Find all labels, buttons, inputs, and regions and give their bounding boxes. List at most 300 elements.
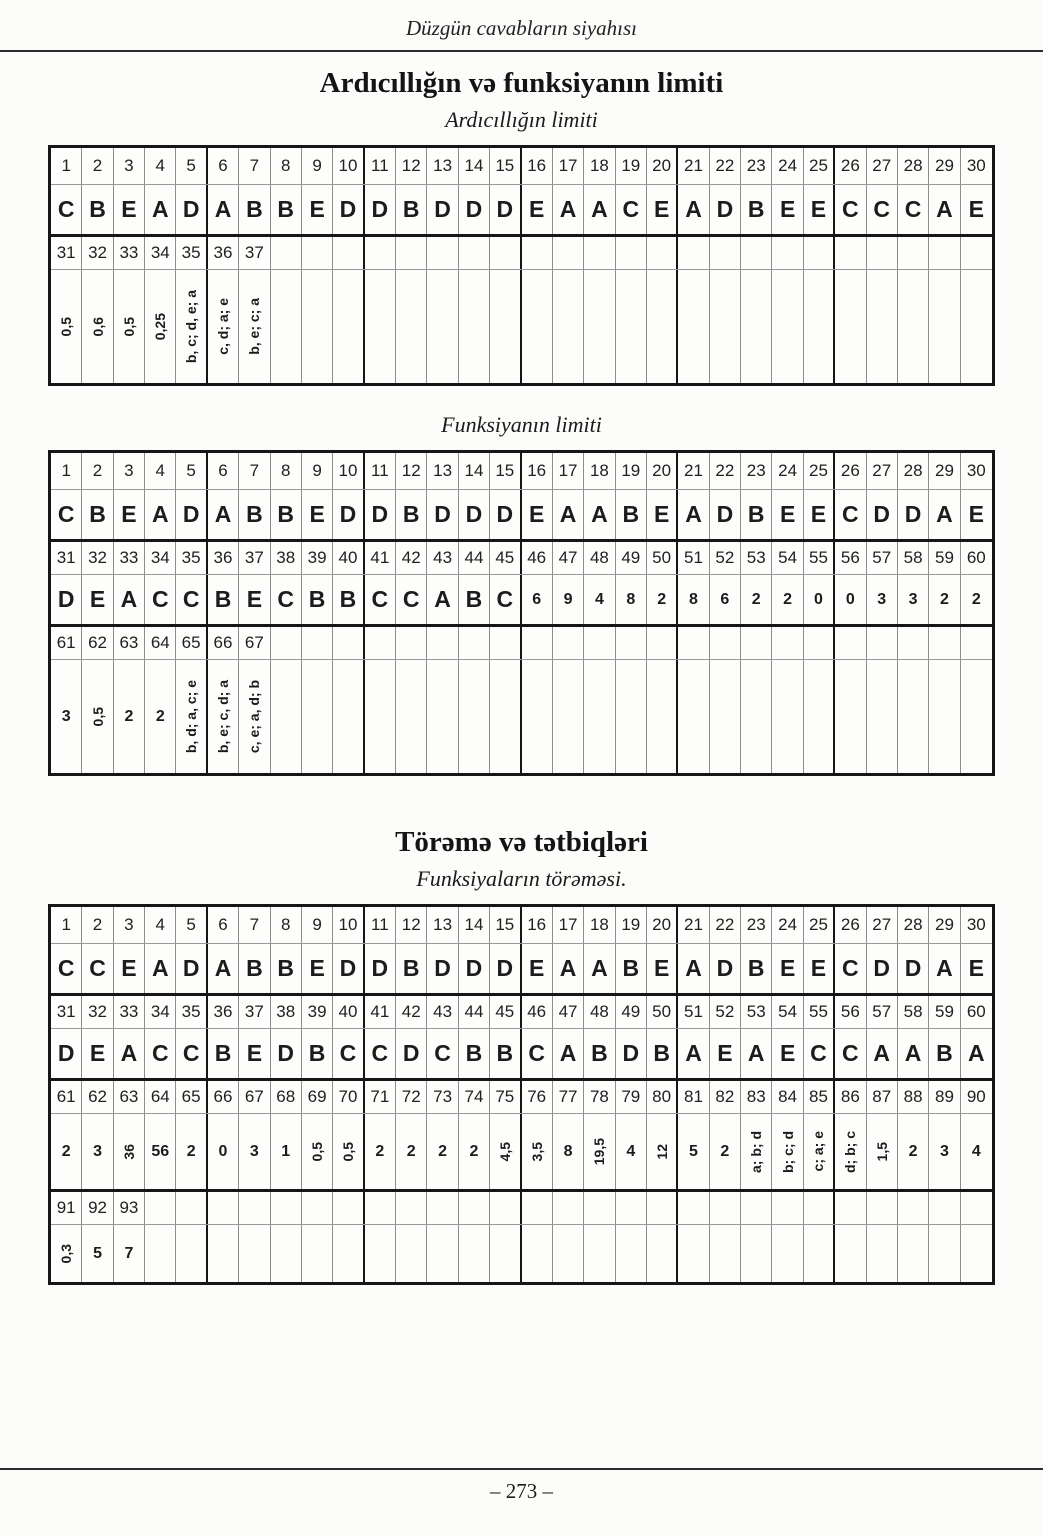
answer-text: 6 bbox=[532, 590, 542, 608]
answer-cell bbox=[867, 1029, 898, 1078]
answer-cell bbox=[302, 575, 333, 624]
answers-table bbox=[48, 145, 995, 386]
answer-text: E bbox=[309, 501, 325, 527]
answer-cell bbox=[961, 575, 992, 624]
table-band bbox=[51, 148, 992, 234]
answer-text: C bbox=[57, 196, 75, 222]
answer-cell bbox=[490, 490, 521, 539]
question-number-cell: 38 bbox=[271, 996, 302, 1028]
answer-cell bbox=[584, 944, 615, 993]
rotated-answer-text: 0,5 bbox=[89, 706, 106, 727]
page-number: – 273 – bbox=[490, 1479, 553, 1503]
question-number-cell: 46 bbox=[522, 542, 553, 574]
answer-cell bbox=[365, 270, 396, 383]
question-number-cell bbox=[710, 1192, 741, 1224]
question-number-cell: 36 bbox=[208, 996, 239, 1028]
answer-cell bbox=[333, 660, 364, 773]
answer-cell bbox=[427, 575, 458, 624]
answer-text: 3 bbox=[61, 707, 71, 725]
question-number-cell: 24 bbox=[772, 453, 803, 489]
answer-cell bbox=[459, 490, 490, 539]
answer-text: 2 bbox=[186, 1142, 196, 1160]
question-number-cell bbox=[961, 1192, 992, 1224]
answer-text: E bbox=[89, 586, 106, 612]
answer-cell bbox=[867, 944, 898, 993]
rotated-answer-text: 0,5 bbox=[58, 316, 75, 337]
rotated-answer-text: 0,5 bbox=[339, 1141, 356, 1162]
question-number-cell bbox=[804, 627, 835, 659]
question-number-cell bbox=[553, 627, 584, 659]
answer-cell bbox=[647, 1225, 678, 1282]
answer-cell bbox=[302, 185, 333, 234]
question-number-cell: 33 bbox=[114, 996, 145, 1028]
answer-cell bbox=[929, 1225, 960, 1282]
answer-cell bbox=[490, 575, 521, 624]
answer-text: D bbox=[339, 955, 357, 981]
answer-text: C bbox=[496, 586, 514, 612]
answer-row bbox=[51, 1114, 992, 1189]
question-number-cell: 29 bbox=[929, 148, 960, 184]
question-number-cell: 86 bbox=[835, 1081, 866, 1113]
answer-cell bbox=[553, 1029, 584, 1078]
answer-cell bbox=[145, 944, 176, 993]
answer-cell bbox=[584, 490, 615, 539]
answer-cell bbox=[271, 270, 302, 383]
answer-text: C bbox=[528, 1040, 545, 1066]
answer-cell bbox=[114, 944, 145, 993]
answer-text: D bbox=[57, 1040, 75, 1066]
question-number-cell: 59 bbox=[929, 542, 960, 574]
answer-text: B bbox=[653, 1040, 670, 1066]
answer-cell bbox=[145, 1225, 176, 1282]
answer-cell bbox=[898, 1029, 929, 1078]
answer-text: E bbox=[309, 955, 325, 981]
question-number-cell: 88 bbox=[898, 1081, 929, 1113]
answer-text: E bbox=[810, 501, 827, 527]
answer-text: 2 bbox=[155, 707, 165, 725]
answer-text: A bbox=[591, 501, 608, 527]
question-number-cell: 69 bbox=[302, 1081, 333, 1113]
answer-text: 8 bbox=[563, 1142, 573, 1160]
question-number-cell: 61 bbox=[51, 627, 82, 659]
answer-text: C bbox=[339, 1040, 357, 1066]
answer-text: B bbox=[308, 1040, 326, 1066]
question-number-cell bbox=[804, 237, 835, 269]
answer-text: 2 bbox=[971, 590, 981, 608]
answer-text: E bbox=[653, 501, 670, 527]
answer-cell bbox=[396, 1225, 427, 1282]
answer-cell bbox=[459, 1029, 490, 1078]
answer-cell bbox=[239, 575, 270, 624]
question-number-cell: 6 bbox=[208, 907, 239, 943]
question-number-cell: 17 bbox=[553, 148, 584, 184]
question-number-cell: 9 bbox=[302, 148, 333, 184]
answer-text: 2 bbox=[124, 707, 134, 725]
question-number-cell: 25 bbox=[804, 453, 835, 489]
answer-text: E bbox=[653, 955, 670, 981]
answer-cell bbox=[176, 490, 207, 539]
answer-cell bbox=[584, 270, 615, 383]
answer-cell bbox=[835, 185, 866, 234]
answer-text: D bbox=[716, 196, 734, 222]
answer-cell bbox=[271, 944, 302, 993]
answer-cell bbox=[145, 575, 176, 624]
table-band bbox=[51, 1078, 992, 1189]
table-band bbox=[51, 1189, 992, 1282]
answer-cell bbox=[302, 270, 333, 383]
answer-text: C bbox=[182, 586, 200, 612]
answer-cell bbox=[176, 1225, 207, 1282]
question-number-cell: 65 bbox=[176, 627, 207, 659]
question-number-cell: 66 bbox=[208, 1081, 239, 1113]
answer-text: 3 bbox=[249, 1142, 259, 1160]
answer-cell bbox=[396, 185, 427, 234]
answer-cell bbox=[867, 490, 898, 539]
answer-cell bbox=[616, 575, 647, 624]
answer-text: E bbox=[779, 196, 796, 222]
answer-text: A bbox=[936, 955, 953, 981]
question-number-cell: 29 bbox=[929, 907, 960, 943]
question-number-cell: 39 bbox=[302, 996, 333, 1028]
answer-text: 6 bbox=[720, 590, 730, 608]
question-number-cell bbox=[898, 237, 929, 269]
answer-text: E bbox=[968, 955, 984, 981]
answer-cell bbox=[114, 185, 145, 234]
question-number-cell: 26 bbox=[835, 453, 866, 489]
question-number-row bbox=[51, 996, 992, 1029]
answer-cell bbox=[459, 575, 490, 624]
answer-cell bbox=[961, 490, 992, 539]
answer-cell bbox=[82, 1225, 113, 1282]
question-number-cell: 74 bbox=[459, 1081, 490, 1113]
question-number-cell: 36 bbox=[208, 542, 239, 574]
answer-text: C bbox=[371, 586, 389, 612]
answer-text: D bbox=[402, 1040, 420, 1066]
answer-text: 4 bbox=[971, 1142, 981, 1160]
question-number-cell bbox=[176, 1192, 207, 1224]
question-number-cell: 23 bbox=[741, 907, 772, 943]
question-number-cell: 19 bbox=[616, 907, 647, 943]
question-number-cell: 30 bbox=[966, 915, 986, 934]
answer-text: E bbox=[121, 955, 137, 981]
answer-cell bbox=[427, 185, 458, 234]
answer-text: D bbox=[873, 955, 891, 981]
answer-cell bbox=[647, 1114, 678, 1189]
answer-cell bbox=[835, 575, 866, 624]
answer-text: B bbox=[89, 196, 106, 222]
question-number-cell: 27 bbox=[867, 907, 898, 943]
answer-cell bbox=[427, 1114, 458, 1189]
question-number-cell bbox=[333, 237, 364, 269]
answer-cell bbox=[678, 1029, 709, 1078]
question-number-cell: 66 bbox=[208, 627, 239, 659]
answer-cell bbox=[239, 490, 270, 539]
answer-cell bbox=[176, 185, 207, 234]
question-number-cell: 15 bbox=[490, 148, 521, 184]
answer-cell bbox=[772, 1225, 803, 1282]
question-number-cell: 67 bbox=[239, 1081, 270, 1113]
question-number-cell: 20 bbox=[647, 148, 678, 184]
answer-cell bbox=[82, 944, 113, 993]
answer-cell bbox=[961, 1029, 992, 1078]
question-number-cell: 9 bbox=[302, 907, 333, 943]
answer-cell bbox=[741, 1029, 772, 1078]
question-number-cell: 82 bbox=[710, 1081, 741, 1113]
answer-text: 8 bbox=[626, 590, 636, 608]
answer-cell bbox=[208, 944, 239, 993]
question-number-cell bbox=[365, 1192, 396, 1224]
answer-cell bbox=[961, 1225, 992, 1282]
answer-text: 0 bbox=[845, 590, 855, 608]
answer-cell bbox=[835, 944, 866, 993]
question-number-cell: 49 bbox=[616, 996, 647, 1028]
answer-cell bbox=[82, 1029, 113, 1078]
answer-cell bbox=[333, 1225, 364, 1282]
answer-text: 2 bbox=[406, 1142, 416, 1160]
question-number-cell bbox=[271, 1192, 302, 1224]
answer-row bbox=[51, 1225, 992, 1282]
answer-text: A bbox=[685, 501, 702, 527]
answer-cell bbox=[427, 944, 458, 993]
answer-text: C bbox=[89, 955, 106, 981]
table-band bbox=[51, 539, 992, 624]
answers-table bbox=[48, 904, 995, 1285]
question-number-cell: 7 bbox=[239, 453, 270, 489]
answer-cell bbox=[82, 575, 113, 624]
answer-cell bbox=[145, 270, 176, 383]
answer-cell bbox=[208, 1029, 239, 1078]
answer-cell bbox=[553, 185, 584, 234]
answer-text: D bbox=[496, 501, 514, 527]
section-title: Ardıcıllığın və funksiyanın limiti bbox=[319, 67, 724, 99]
answer-row bbox=[51, 575, 992, 624]
answer-cell bbox=[961, 660, 992, 773]
answer-cell bbox=[302, 490, 333, 539]
question-number-cell bbox=[867, 237, 898, 269]
question-number-cell: 35 bbox=[176, 996, 207, 1028]
answer-cell bbox=[929, 660, 960, 773]
answer-text: C bbox=[402, 586, 420, 612]
answer-text: E bbox=[779, 1040, 796, 1066]
question-number-cell: 77 bbox=[553, 1081, 584, 1113]
answer-cell bbox=[176, 944, 207, 993]
answer-cell bbox=[710, 270, 741, 383]
answer-text: 2 bbox=[469, 1142, 479, 1160]
answer-cell bbox=[114, 1114, 145, 1189]
question-number-cell: 22 bbox=[710, 453, 741, 489]
answer-cell bbox=[741, 660, 772, 773]
answer-cell bbox=[145, 660, 176, 773]
answer-cell bbox=[584, 1029, 615, 1078]
question-number-cell: 36 bbox=[208, 237, 239, 269]
question-number-cell: 39 bbox=[302, 542, 333, 574]
answer-text: C bbox=[57, 955, 75, 981]
answer-text: E bbox=[121, 501, 137, 527]
answer-cell bbox=[522, 660, 553, 773]
answer-cell bbox=[522, 575, 553, 624]
answer-cell bbox=[51, 1225, 82, 1282]
question-number-cell: 53 bbox=[741, 996, 772, 1028]
answer-cell bbox=[584, 185, 615, 234]
answer-cell bbox=[835, 270, 866, 383]
answer-cell bbox=[616, 660, 647, 773]
answer-text: 2 bbox=[375, 1142, 385, 1160]
question-number-cell: 41 bbox=[365, 542, 396, 574]
answer-cell bbox=[490, 1225, 521, 1282]
answer-text: A bbox=[747, 1040, 765, 1066]
question-number-row bbox=[51, 1081, 992, 1114]
question-number-cell bbox=[490, 1192, 521, 1224]
answer-text: E bbox=[779, 501, 796, 527]
question-number-cell: 18 bbox=[584, 148, 615, 184]
answer-text: 4 bbox=[594, 590, 604, 608]
question-number-cell: 45 bbox=[490, 996, 521, 1028]
answer-text: E bbox=[968, 501, 984, 527]
question-number-cell: 20 bbox=[647, 453, 678, 489]
answer-text: B bbox=[246, 196, 263, 222]
answer-cell bbox=[929, 1114, 960, 1189]
answer-text: B bbox=[402, 955, 420, 981]
question-number-cell: 48 bbox=[584, 542, 615, 574]
question-number-cell: 16 bbox=[522, 453, 553, 489]
answer-text: D bbox=[873, 501, 891, 527]
answer-cell bbox=[772, 185, 803, 234]
answer-cell bbox=[302, 1114, 333, 1189]
answer-text: E bbox=[717, 1040, 733, 1066]
answer-text: A bbox=[559, 955, 577, 981]
tables-area bbox=[48, 67, 995, 1285]
answer-text: C bbox=[842, 501, 859, 527]
answer-cell bbox=[333, 185, 364, 234]
question-number-cell: 3 bbox=[114, 453, 145, 489]
answer-cell bbox=[176, 1029, 207, 1078]
answer-cell bbox=[867, 660, 898, 773]
answer-cell bbox=[522, 1114, 553, 1189]
answer-cell bbox=[772, 490, 803, 539]
answer-text: D bbox=[182, 196, 200, 222]
question-number-cell bbox=[616, 1192, 647, 1224]
answer-cell bbox=[804, 185, 835, 234]
answer-text: A bbox=[214, 196, 232, 222]
section-subtitle: Ardıcıllığın limiti bbox=[445, 107, 598, 132]
answer-text: B bbox=[277, 196, 295, 222]
question-number-cell bbox=[302, 237, 333, 269]
answer-cell bbox=[898, 270, 929, 383]
rotated-answer-text: 0,3 bbox=[58, 1243, 75, 1264]
answer-cell bbox=[772, 1029, 803, 1078]
question-number-cell: 51 bbox=[678, 996, 709, 1028]
answer-cell bbox=[584, 1225, 615, 1282]
answer-row bbox=[51, 660, 992, 773]
question-number-cell: 29 bbox=[929, 453, 960, 489]
answer-text: A bbox=[873, 1040, 891, 1066]
rotated-answer-text: 1,5 bbox=[873, 1141, 890, 1162]
answer-cell bbox=[835, 490, 866, 539]
question-number-cell: 71 bbox=[365, 1081, 396, 1113]
question-number-cell: 75 bbox=[490, 1081, 521, 1113]
answer-text: E bbox=[246, 1040, 263, 1066]
answer-text: A bbox=[968, 1040, 985, 1066]
answer-cell bbox=[396, 1029, 427, 1078]
question-number-cell: 25 bbox=[804, 907, 835, 943]
question-number-row bbox=[51, 627, 992, 660]
answer-cell bbox=[929, 944, 960, 993]
answer-cell bbox=[772, 1114, 803, 1189]
answer-cell bbox=[490, 660, 521, 773]
answer-cell bbox=[396, 944, 427, 993]
answer-text: B bbox=[622, 501, 640, 527]
answer-cell bbox=[208, 270, 239, 383]
answer-text: E bbox=[309, 196, 325, 222]
question-number-cell: 19 bbox=[616, 148, 647, 184]
answer-cell bbox=[176, 1114, 207, 1189]
question-number-cell bbox=[490, 237, 521, 269]
answer-text: D bbox=[57, 586, 75, 612]
question-number-row bbox=[51, 542, 992, 575]
question-number-cell: 65 bbox=[176, 1081, 207, 1113]
question-number-cell bbox=[522, 1192, 553, 1224]
page-footer bbox=[0, 1468, 1043, 1504]
question-number-cell: 4 bbox=[145, 453, 176, 489]
question-number-cell: 62 bbox=[82, 627, 113, 659]
answer-cell bbox=[710, 1029, 741, 1078]
question-number-cell: 10 bbox=[333, 148, 364, 184]
question-number-cell: 81 bbox=[678, 1081, 709, 1113]
question-number-cell: 72 bbox=[396, 1081, 427, 1113]
answer-text: D bbox=[496, 196, 514, 222]
question-number-cell: 14 bbox=[459, 453, 490, 489]
answer-text: B bbox=[214, 1040, 232, 1066]
answer-cell bbox=[804, 575, 835, 624]
answer-cell bbox=[396, 575, 427, 624]
question-number-cell: 13 bbox=[427, 907, 458, 943]
answer-text: C bbox=[151, 586, 169, 612]
question-number-cell bbox=[835, 627, 866, 659]
question-number-cell: 60 bbox=[966, 1002, 986, 1021]
answer-cell bbox=[929, 185, 960, 234]
answer-cell bbox=[898, 1225, 929, 1282]
answer-text: C bbox=[842, 955, 859, 981]
question-number-cell: 8 bbox=[271, 148, 302, 184]
answers-table bbox=[48, 450, 995, 776]
question-number-cell bbox=[365, 627, 396, 659]
rotated-answer-text: b, e; c, d; a bbox=[215, 679, 231, 754]
question-number-cell: 11 bbox=[365, 453, 396, 489]
question-number-cell bbox=[302, 1192, 333, 1224]
answer-cell bbox=[804, 490, 835, 539]
question-number-cell: 22 bbox=[710, 148, 741, 184]
answer-text: D bbox=[622, 1040, 640, 1066]
answer-cell bbox=[898, 660, 929, 773]
answer-cell bbox=[835, 660, 866, 773]
answer-cell bbox=[490, 270, 521, 383]
answer-text: A bbox=[936, 501, 953, 527]
question-number-cell: 4 bbox=[145, 907, 176, 943]
running-header: Düzgün cavabların siyahısı bbox=[406, 16, 637, 40]
answer-cell bbox=[459, 185, 490, 234]
answer-cell bbox=[804, 270, 835, 383]
answer-text: D bbox=[465, 955, 483, 981]
question-number-cell: 32 bbox=[82, 237, 113, 269]
question-number-cell: 14 bbox=[459, 148, 490, 184]
question-number-cell: 10 bbox=[333, 453, 364, 489]
answer-text: B bbox=[339, 586, 357, 612]
answer-text: E bbox=[89, 1040, 106, 1066]
question-number-cell: 47 bbox=[553, 996, 584, 1028]
question-number-cell bbox=[333, 1192, 364, 1224]
answer-text: A bbox=[151, 501, 169, 527]
question-number-cell: 73 bbox=[427, 1081, 458, 1113]
